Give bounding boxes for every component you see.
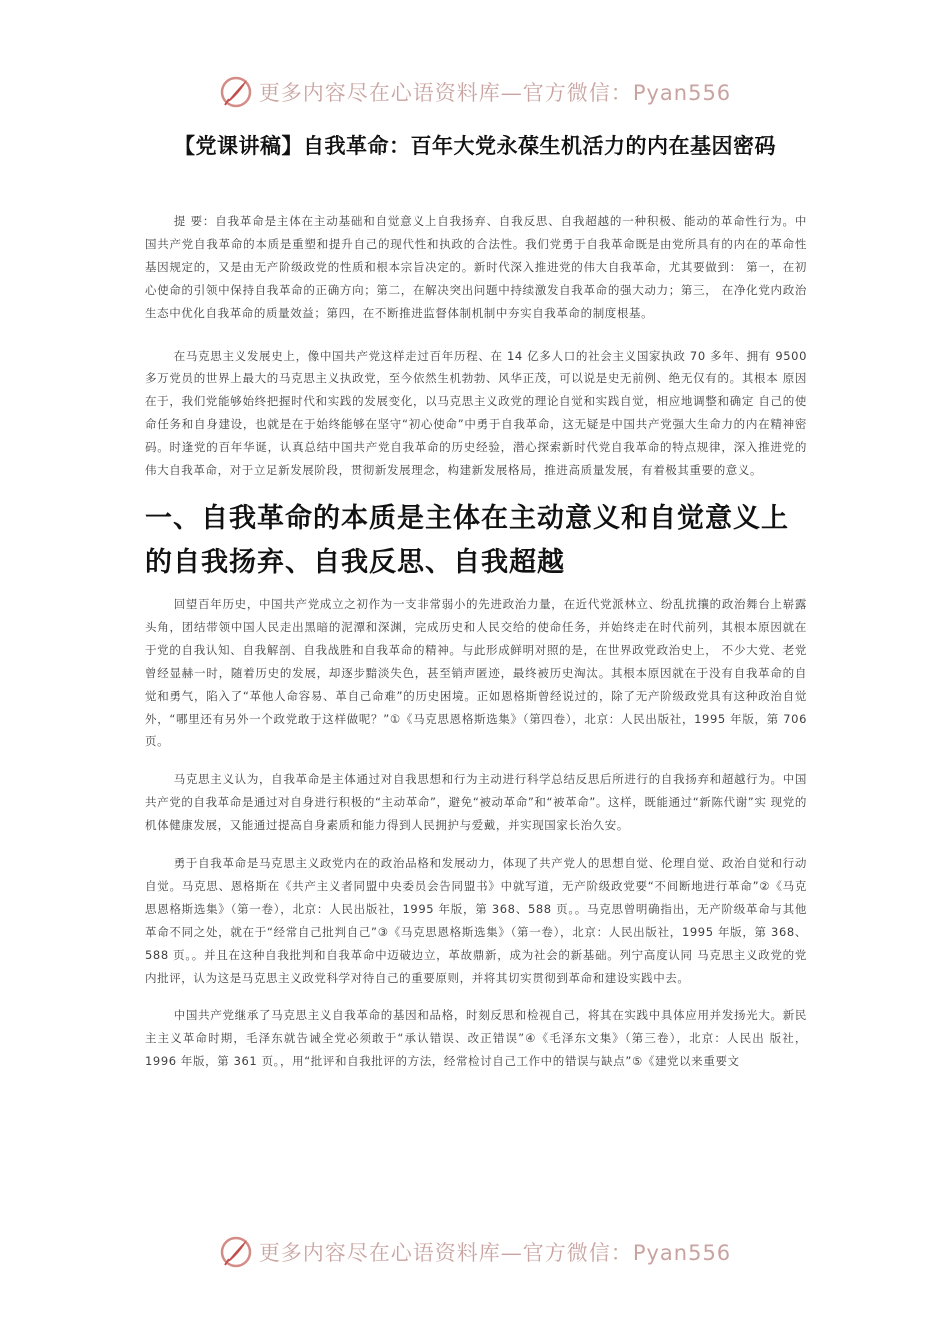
body-paragraph: 回望百年历史，中国共产党成立之初作为一支非常弱小的先进政治力量，在近代党派林立、纷乱扰攘的政治舞台上崭露头角，团结带领中国人民走出黑暗的泥潭和深渊，完成历史和人民交给的使命任务，并始终走在时代前列，其根本原因就在于党的自我认知、自我解剖、自我战胜和自我革命的精神。与此形成鲜明对照的是，在世界政党政治史上， 不少大党、老党曾经显赫一时，随着历史的发展，却逐步黯淡失色，甚至销声匿迹，最终被历史淘汰。其根本原因就在于没有自我革命的自觉和勇气，陷入了“革他人命容易、革自己命难”的历史困境。正如恩格斯曾经说过的，除了无产阶级政党具有这种政治自觉外，“哪里还有另外一个政党敢于这样做呢？”①《马克思恩格斯选集》（第四卷），北京：人民出版社，1995 年版，第 706 页。 (145, 596, 807, 749)
document-body (145, 210, 807, 1088)
quill-logo-icon (219, 75, 253, 109)
body-paragraph: 中国共产党继承了马克思主义自我革命的基因和品格，时刻反思和检视自己，将其在实践中具体应用并发扬光大。新民主主义革命时期，毛泽东就告诫全党必须敢于“承认错误、改正错误”④《毛泽东文集》（第三卷），北京：人民出 版社，1996 年版，第 361 页。，用“批评和自我批评的方法，经常检讨自己工作中的错误与缺点”⑤《建党以来重要文 (145, 1008, 807, 1069)
footer-banner (0, 1230, 950, 1274)
abstract-paragraph: 提 要：自我革命是主体在主动基础和自觉意义上自我扬弃、自我反思、自我超越的一种积极、能动的革命性行为。中国共产党自我革命的本质是重塑和提升自己的现代性和执政的合法性。我们党勇于自我革命既是由党所具有的内在的革命性基因规定的，又是由无产阶级政党的性质和根本宗旨决定的。新时代深入推进党的伟大自我革命，尤其要做到： 第一，在初心使命的引领中保持自我革命的正确方向；第二，在解决突出问题中持续激发自我革命的强大动力；第三， 在净化党内政治生态中优化自我革命的质量效益；第四，在不断推进监督体制机制中夯实自我革命的制度根基。 (145, 214, 807, 320)
intro-paragraph: 在马克思主义发展史上，像中国共产党这样走过百年历程、在 14 亿多人口的社会主义国家执政 70 多年、拥有 9500 多万党员的世界上最大的马克思主义执政党，至今依然生机勃勃、风华正茂，可以说是史无前例、绝无仅有的。其根本 原因在于，我们党能够始终把握时代和实践的发展变化，以马克思主义政党的理论自觉和实践自觉，相应地调整和确定 自己的使命任务和自身建设，也就是在于始终能够在坚守“初心使命”中勇于自我革命，这无疑是中国共产党强大生命力的内在精神密码。时逢党的百年华诞，认真总结中国共产党自我革命的历史经验，潜心探索新时代党自我革命的特点规律，深入推进党的伟大自我革命，对于立足新发展阶段，贯彻新发展理念，构建新发展格局，推进高质量发展，有着极其重要的意义。 (145, 348, 807, 478)
banner-text: 更多内容尽在心语资料库—官方微信：Pyan556 (258, 1241, 732, 1265)
body-paragraph: 勇于自我革命是马克思主义政党内在的政治品格和发展动力，体现了共产党人的思想自觉、伦理自觉、政治自觉和行动自觉。马克思、恩格斯在《共产主义者同盟中央委员会告同盟书》中就写道，无产阶级政党要“不间断地进行革命”②《马克思恩格斯选集》（第一卷），北京：人民出版社，1995 年版，第 368、588 页。。马克思曾明确指出，无产阶级革命与其他革命不同之处，就在于“经常自己批判自己”③《马克思恩格斯选集》（第一卷），北京：人民出版社，1995 年版，第 368、588 页。。并且在这种自我批判和自我革命中迈破边立，革故鼎新，成为社会的新基础。列宁高度认同 马克思主义政党的党内批评，认为这是马克思主义政党科学对待自己的重要原则，并将其切实贯彻到革命和建设实践中去。 (145, 856, 807, 985)
wechat-id: Pyan556 (632, 1241, 732, 1265)
body-paragraph: 马克思主义认为，自我革命是主体通过对自我思想和行为主动进行科学总结反思后所进行的自我扬弃和超越行为。中国共产党的自我革命是通过对自身进行积极的“主动革命”，避免“被动革命”和“被革命”。这样，既能通过“新陈代谢”实 现党的机体健康发展，又能通过提高自身素质和能力得到人民拥护与爱戴，并实现国家长治久安。 (145, 772, 807, 833)
section-heading: 一、自我革命的本质是主体在主动意义和自觉意义上的自我扬弃、自我反思、自我超越 (145, 502, 789, 578)
banner-text: 更多内容尽在心语资料库—官方微信：Pyan556 (258, 81, 732, 105)
document-title: 【党课讲稿】自我革命：百年大党永葆生机活力的内在基因密码 (174, 134, 776, 158)
header-banner (0, 70, 950, 114)
wechat-id: Pyan556 (632, 81, 732, 105)
quill-logo-icon (219, 1235, 253, 1269)
